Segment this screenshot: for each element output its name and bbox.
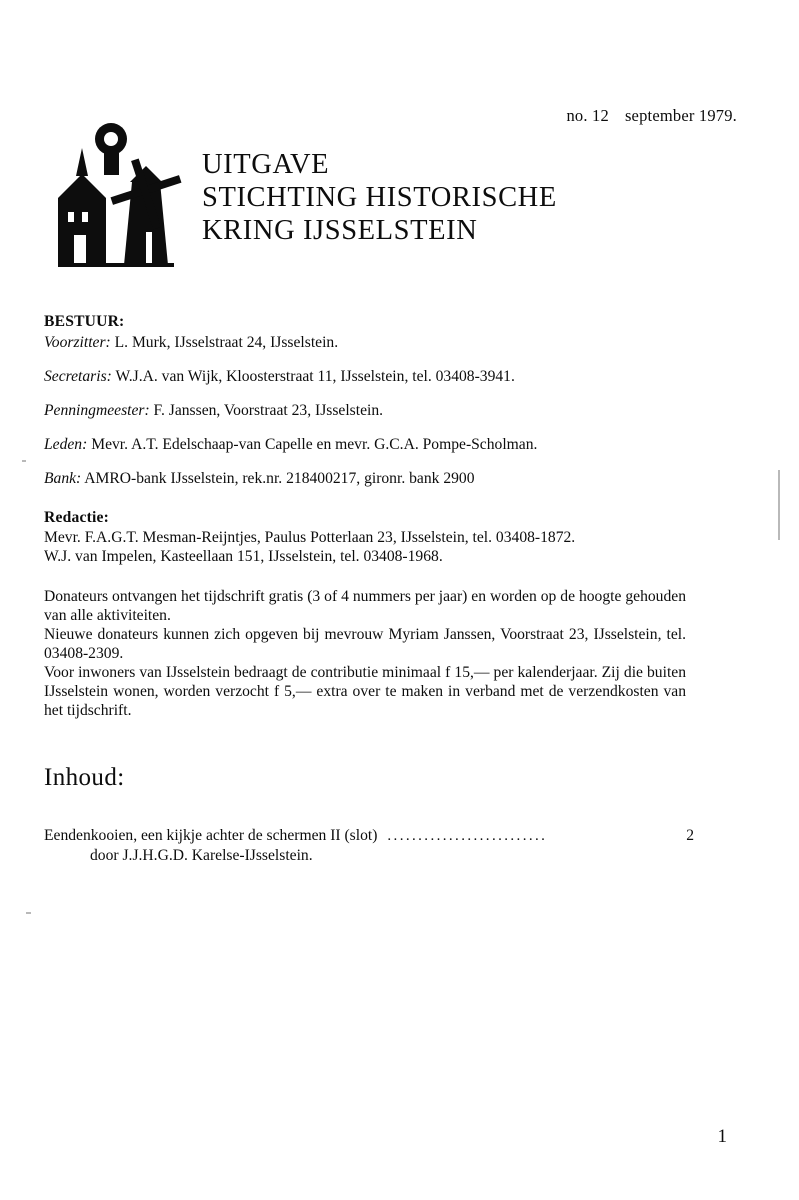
redactie-line-1: Mevr. F.A.G.T. Mesman-Reijntjes, Paulus Potterlaan 23, IJsselstein, tel. 03408-1872. — [44, 529, 576, 546]
redactie-block — [44, 508, 694, 566]
toc-item-page: 2 — [686, 827, 694, 844]
table-of-contents — [44, 826, 694, 866]
role-value-secretaris: W.J.A. van Wijk, Kloosterstraat 11, IJsselstein, tel. 03408-3941. — [111, 368, 515, 385]
title-line-2: STICHTING HISTORISCHE — [202, 182, 557, 213]
page-number: 1 — [717, 1126, 727, 1147]
toc-item[interactable] — [44, 826, 694, 846]
issue-number: no. 12 — [566, 106, 609, 125]
redactie-line-2: W.J. van Impelen, Kasteellaan 151, IJsselstein, tel. 03408-1968. — [44, 548, 443, 565]
board-entry-bank — [44, 469, 694, 488]
paragraph-nieuwe-donateurs: Nieuwe donateurs kunnen zich opgeven bij mevrouw Myriam Janssen, Voorstraat 23, IJsselstein, tel. 03408-2309. — [44, 626, 686, 662]
scan-line-right — [778, 470, 780, 540]
role-label-voorzitter: Voorzitter: — [44, 334, 111, 351]
paragraph-contributie: Voor inwoners van IJsselstein bedraagt de contributie minimaal f 15,— per kalenderjaar. Zij die buiten IJsselstein wonen, worden verzocht f 5,— extra over te maken in verband met de verzendkosten van het tijdschrift. — [44, 664, 686, 719]
role-value-voorzitter: L. Murk, IJsselstraat 24, IJsselstein. — [110, 334, 339, 351]
scan-speck-left — [22, 460, 26, 462]
bestuur-heading: BESTUUR: — [44, 313, 125, 330]
title-line-3: KRING IJSSELSTEIN — [202, 215, 478, 246]
role-value-bank: AMRO-bank IJsselstein, rek.nr. 218400217, gironr. bank 2900 — [81, 470, 475, 487]
role-label-secretaris: Secretaris: — [44, 368, 112, 385]
board-entry-voorzitter — [44, 333, 694, 352]
toc-leader-dots: .......................... — [387, 828, 548, 844]
board-entry-leden — [44, 435, 694, 454]
paragraph-donateurs: Donateurs ontvangen het tijdschrift gratis (3 of 4 nummers per jaar) en worden op de hoogte gehouden van alle aktiviteiten. — [44, 588, 686, 624]
role-value-leden: Mevr. A.T. Edelschaap-van Capelle en mevr. G.C.A. Pompe-Scholman. — [87, 436, 538, 453]
table-of-contents-heading: Inhoud: — [44, 764, 125, 791]
role-value-penningmeester: F. Janssen, Voorstraat 23, IJsselstein. — [149, 402, 384, 419]
title-line-1: UITGAVE — [202, 149, 330, 180]
organization-logo — [50, 120, 190, 270]
publication-title — [202, 148, 557, 247]
board-entry-secretaris — [44, 367, 694, 386]
role-label-bank: Bank: — [44, 470, 82, 487]
membership-info — [44, 587, 686, 720]
page-edge-top — [0, 0, 799, 5]
role-label-penningmeester: Penningmeester: — [44, 402, 150, 419]
masthead-info-block — [44, 312, 694, 720]
redactie-heading: Redactie: — [44, 509, 110, 526]
board-entry-penningmeester — [44, 401, 694, 420]
toc-item-title: Eendenkooien, een kijkje achter de schermen II (slot) — [44, 827, 378, 844]
issue-date: september 1979. — [624, 106, 737, 125]
masthead — [50, 120, 750, 280]
toc-item-author: door J.J.H.G.D. Karelse-IJsselstein. — [90, 847, 313, 864]
scan-speck-left-2 — [26, 912, 31, 914]
role-label-leden: Leden: — [44, 436, 88, 453]
